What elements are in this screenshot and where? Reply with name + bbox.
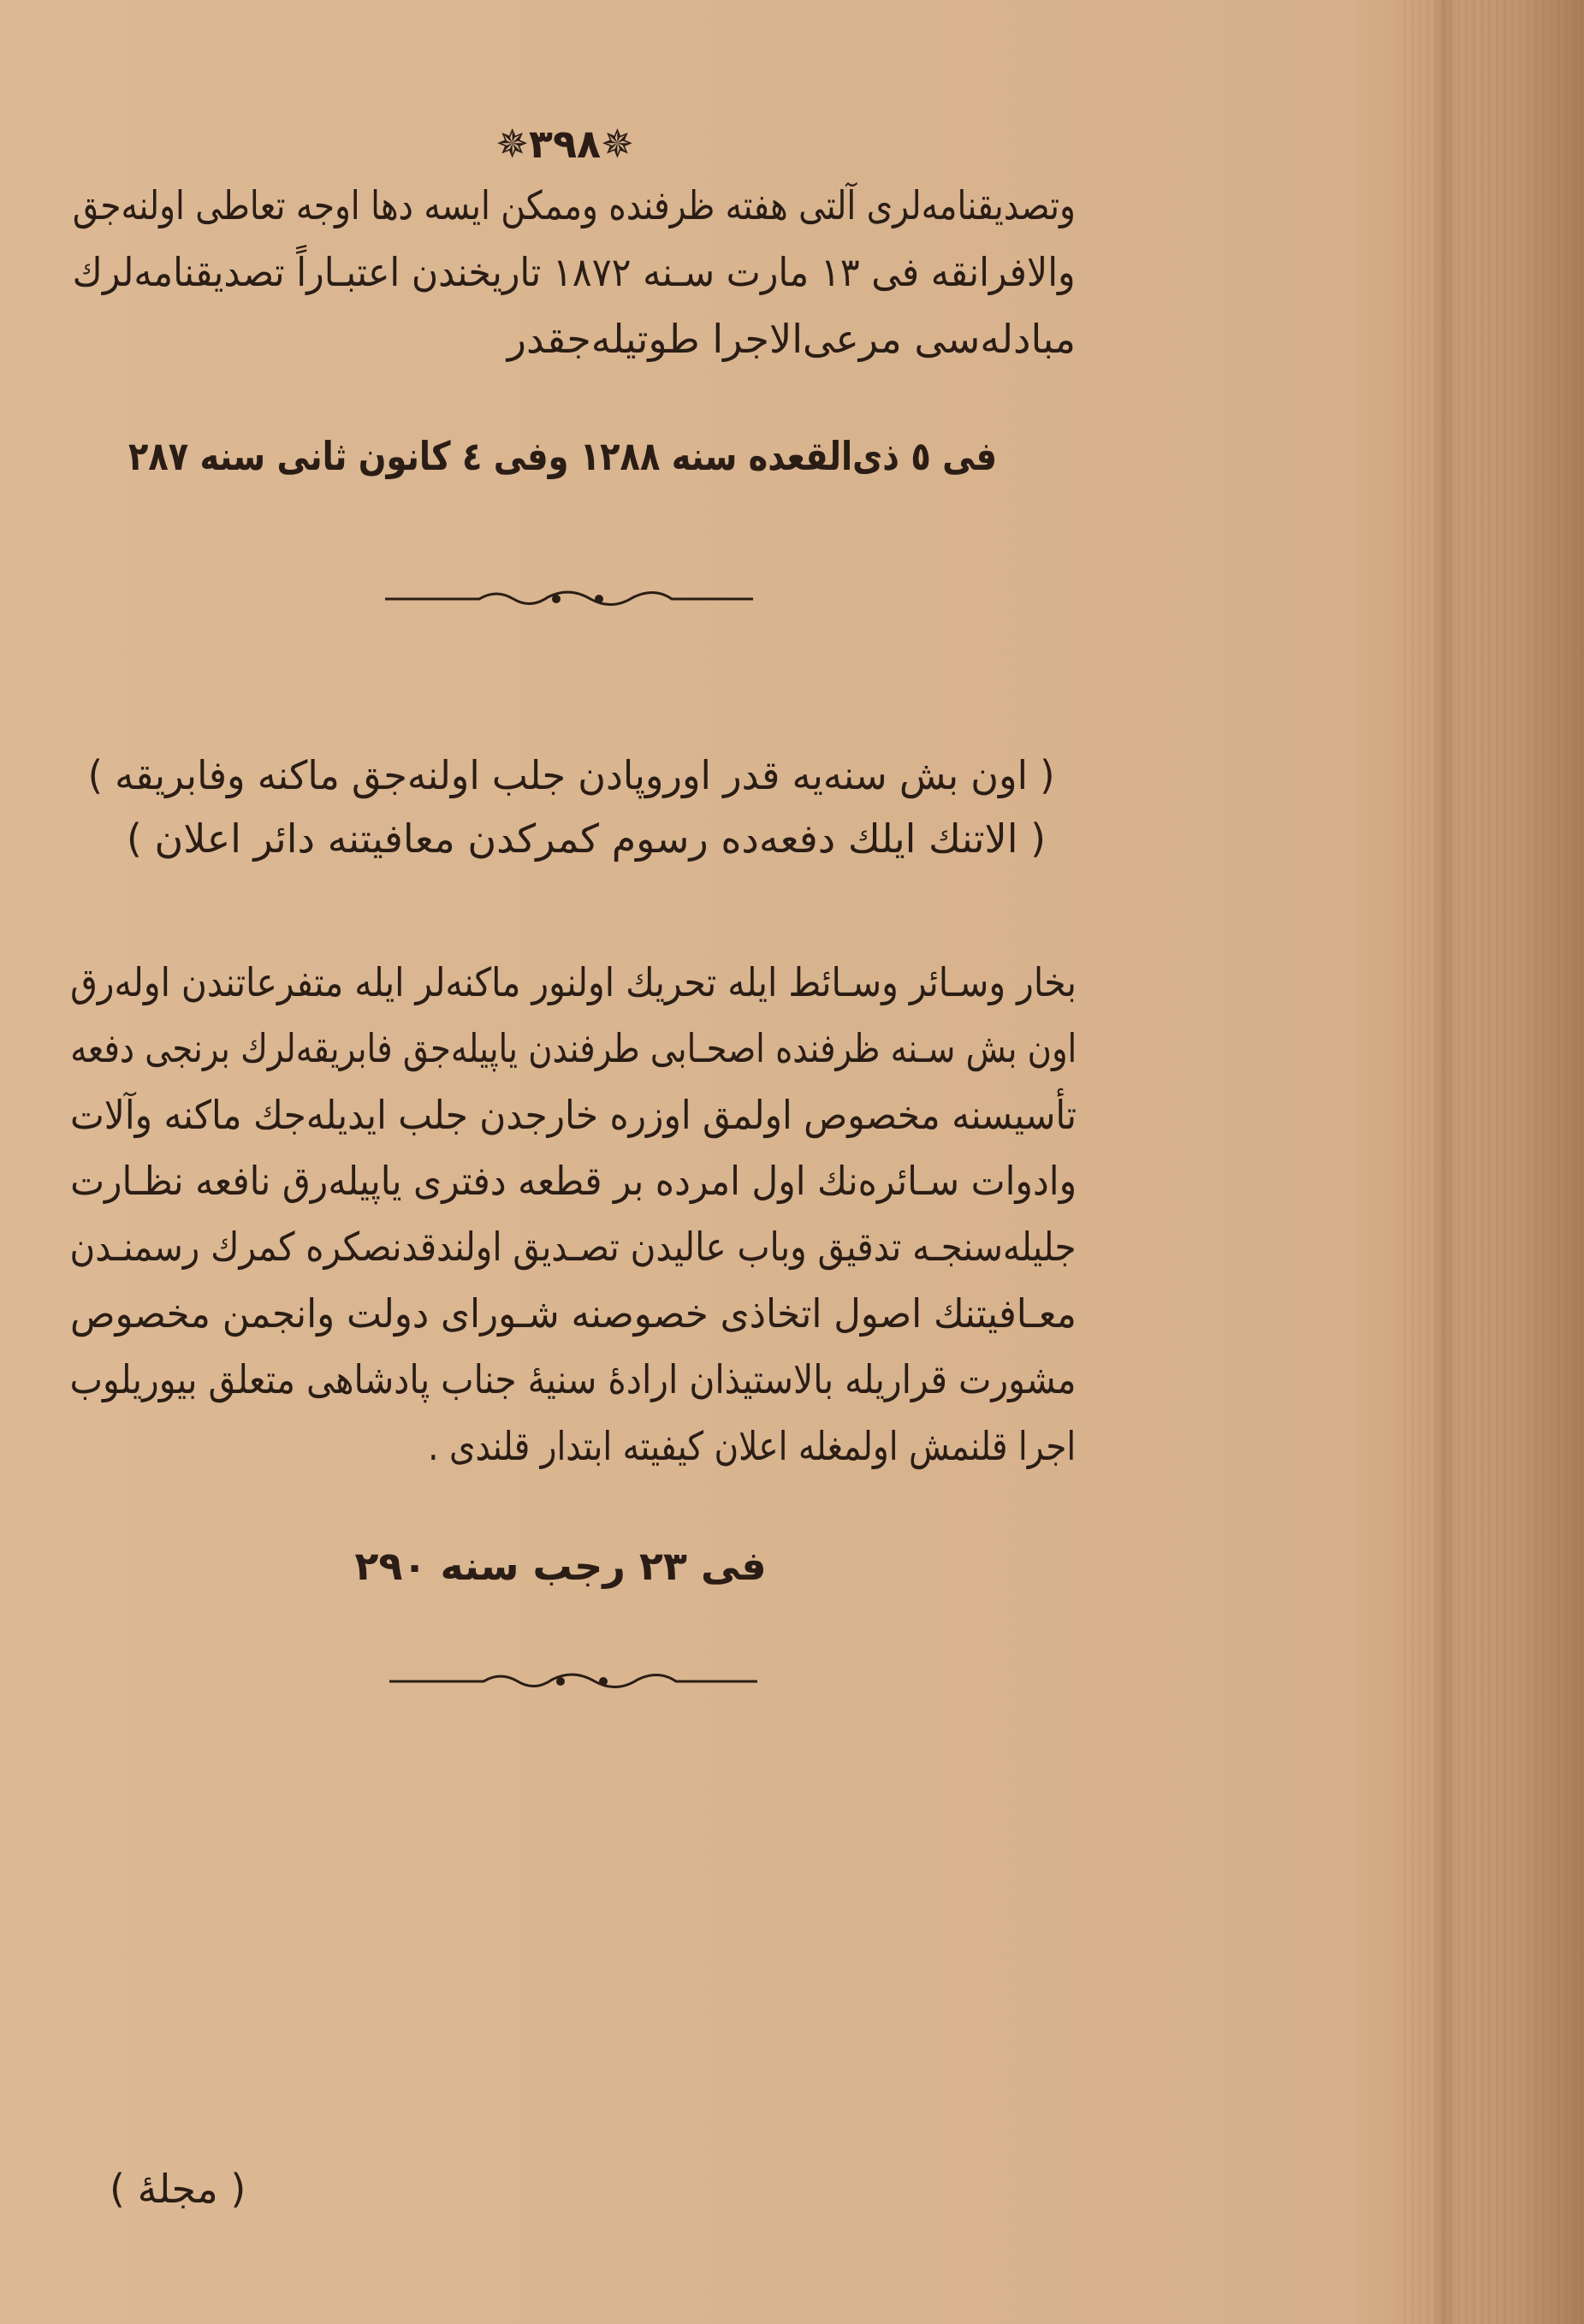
paragraph-2-line: معـافیتنك اصول اتخاذی خصوصنه شـورای دولت وانجمن مخصوص (70, 1290, 1077, 1337)
paragraph-1-line: وتصدیقنامه‌لری آلتی هفته ظرفنده وممکن ایسه دها اوجه تعاطی اولنه‌جق (73, 182, 1076, 228)
date-line-1: فی ٥ ذی‌القعده سنه ۱۲۸۸ وفی ٤ کانون ثانی سنه ۲۸۷ (128, 433, 997, 479)
star-ornament-icon: ✵ (495, 121, 529, 167)
paragraph-2-line: اون بش سـنه ظرفنده اصحـابی طرفندن یاپیله‌جق فابریقه‌لرك برنجی دفعه (70, 1025, 1077, 1071)
paragraph-2-line: جلیله‌سنجـه تدقیق وباب عالیدن تصـدیق اولندقدنصکره کمرك رسمنـدن (70, 1224, 1077, 1270)
title-line: ( اون بش سنه‌یه قدر اوروپادن جلب اولنه‌جق ماکنه وفابریقه ) (87, 752, 1055, 798)
paragraph-2-line: تأسیسنه مخصوص اولمق اوزره خارجدن جلب ایدیله‌جك ماکنه وآلات (70, 1092, 1077, 1138)
title-line: ( الاتنك ایلك دفعه‌ده رسوم کمرکدن معافیتنه دائر اعلان ) (126, 815, 1047, 862)
flourish-divider-2 (389, 1664, 757, 1699)
paragraph-2-line: مشورت قراریله بالاستیذان ارادهٔ سنیهٔ جناب پادشاهی متعلق بیوریلوب (70, 1356, 1077, 1402)
paragraph-2-line: وادوات سـائره‌نك اول امرده بر قطعه دفتری یاپیله‌رق نافعه نظـارت (70, 1158, 1077, 1204)
page-fold-shadow (1403, 0, 1584, 2324)
paragraph-2-line: بخار وسـائر وسـائط ایله تحریك اولنور ماکنه‌لر ایله متفرعاتندن اوله‌رق (70, 959, 1077, 1005)
star-ornament-icon: ✵ (601, 121, 634, 167)
page-number: ✵۳۹۸✵ (495, 121, 634, 167)
date-line-2: فی ۲۳ رجب سنه ۲۹۰ (354, 1543, 767, 1589)
paragraph-2-line: اجرا قلنمش اولمغله اعلان کیفیته ابتدار قلندی . (428, 1423, 1076, 1469)
footer-signature: ( مجلهٔ ) (110, 2166, 246, 2212)
paragraph-1-line: والافرانقه فی ۱۳ مارت سـنه ۱۸۷۲ تاریخندن اعتبـاراً تصدیقنامه‌لرك (73, 249, 1076, 295)
flourish-divider-1 (385, 582, 753, 616)
paragraph-1-line: مبادله‌سی مرعی‌الاجرا طوتیله‌جقدر (507, 316, 1076, 362)
